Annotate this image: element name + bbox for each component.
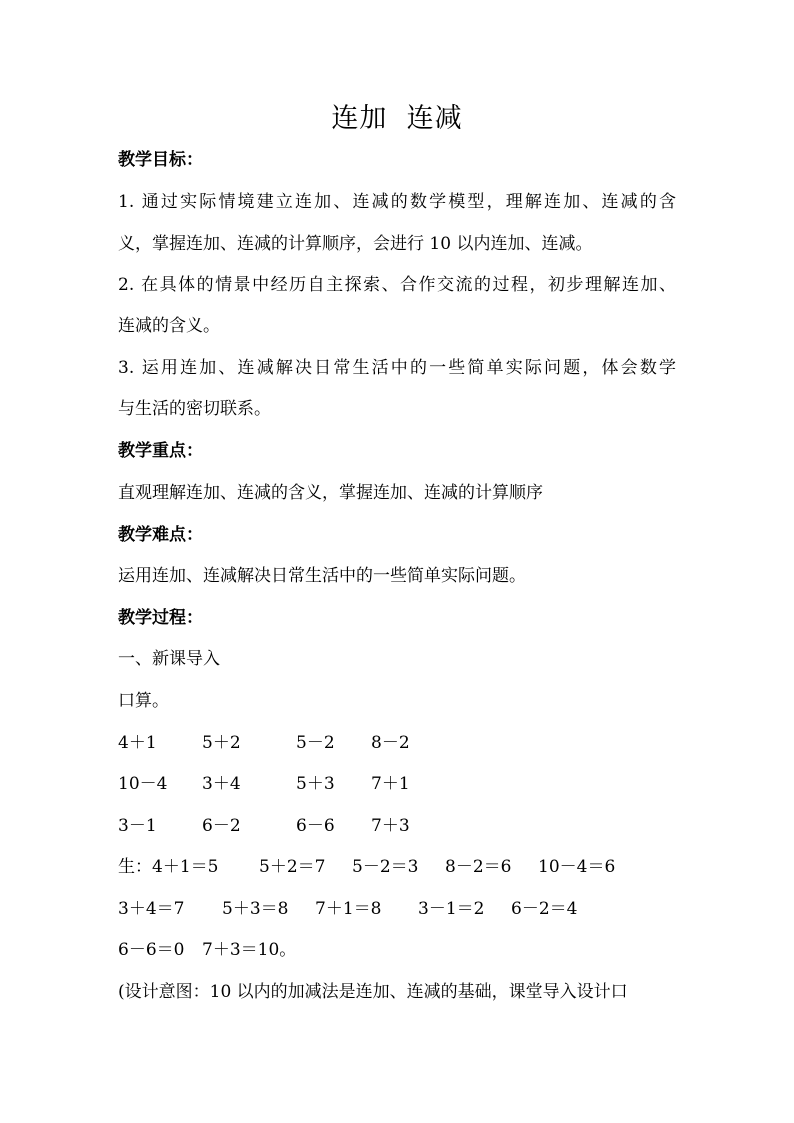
oral-item: 10－4 xyxy=(118,774,168,794)
oral-item: 8－2 xyxy=(371,733,410,753)
oral-item: 6－6 xyxy=(296,816,335,836)
oral-item: 6－2 xyxy=(202,816,241,836)
oral-item: 3－1 xyxy=(118,816,157,836)
objective-line-1: 1. 通过实际情境建立连加、连减的数学模型，理解连加、连减的含 xyxy=(118,192,676,212)
difficulties-heading: 教学难点： xyxy=(118,525,203,545)
answer-item: 5＋3＝8 xyxy=(222,899,289,919)
answer-item: 4＋1＝5 xyxy=(152,857,219,877)
objective-line-6: 与生活的密切联系。 xyxy=(118,399,271,419)
answer-item: 6－6＝0 xyxy=(118,940,185,960)
answer-item: 7＋3＝10。 xyxy=(202,940,297,960)
answer-item: 6－2＝4 xyxy=(511,899,578,919)
section-new-lesson: 一、新课导入 xyxy=(118,649,220,669)
answer-item: 5－2＝3 xyxy=(352,857,419,877)
key-points-text: 直观理解连加、连减的含义，掌握连加、连减的计算顺序 xyxy=(118,483,543,503)
oral-item: 7＋3 xyxy=(371,816,410,836)
objective-line-2: 义，掌握连加、连减的计算顺序，会进行 10 以内连加、连减。 xyxy=(118,234,593,254)
key-points-heading: 教学重点： xyxy=(118,441,203,461)
answer-item: 3－1＝2 xyxy=(418,899,485,919)
answer-prefix: 生： xyxy=(118,857,152,877)
answer-item: 8－2＝6 xyxy=(445,857,512,877)
process-heading: 教学过程： xyxy=(118,608,203,628)
document-title: 连加 连减 xyxy=(331,103,463,134)
answer-item: 10－4＝6 xyxy=(538,857,616,877)
difficulties-text: 运用连加、连减解决日常生活中的一些简单实际问题。 xyxy=(118,566,526,586)
oral-calc-label: 口算。 xyxy=(118,691,169,711)
objective-line-5: 3. 运用连加、连减解决日常生活中的一些简单实际问题，体会数学 xyxy=(118,358,676,378)
design-note: (设计意图：10 以内的加减法是连加、连减的基础，课堂导入设计口 xyxy=(118,982,628,1002)
answer-item: 7＋1＝8 xyxy=(315,899,382,919)
oral-item: 7＋1 xyxy=(371,774,410,794)
oral-item: 5－2 xyxy=(296,733,335,753)
oral-item: 4＋1 xyxy=(118,733,157,753)
objectives-heading: 教学目标： xyxy=(118,150,203,170)
objective-line-3: 2. 在具体的情景中经历自主探索、合作交流的过程，初步理解连加、 xyxy=(118,275,676,295)
answer-item: 5＋2＝7 xyxy=(259,857,326,877)
oral-item: 5＋3 xyxy=(296,774,335,794)
oral-item: 3＋4 xyxy=(202,774,241,794)
oral-item: 5＋2 xyxy=(202,733,241,753)
objective-line-4: 连减的含义。 xyxy=(118,316,220,336)
answer-item: 3＋4＝7 xyxy=(118,899,185,919)
